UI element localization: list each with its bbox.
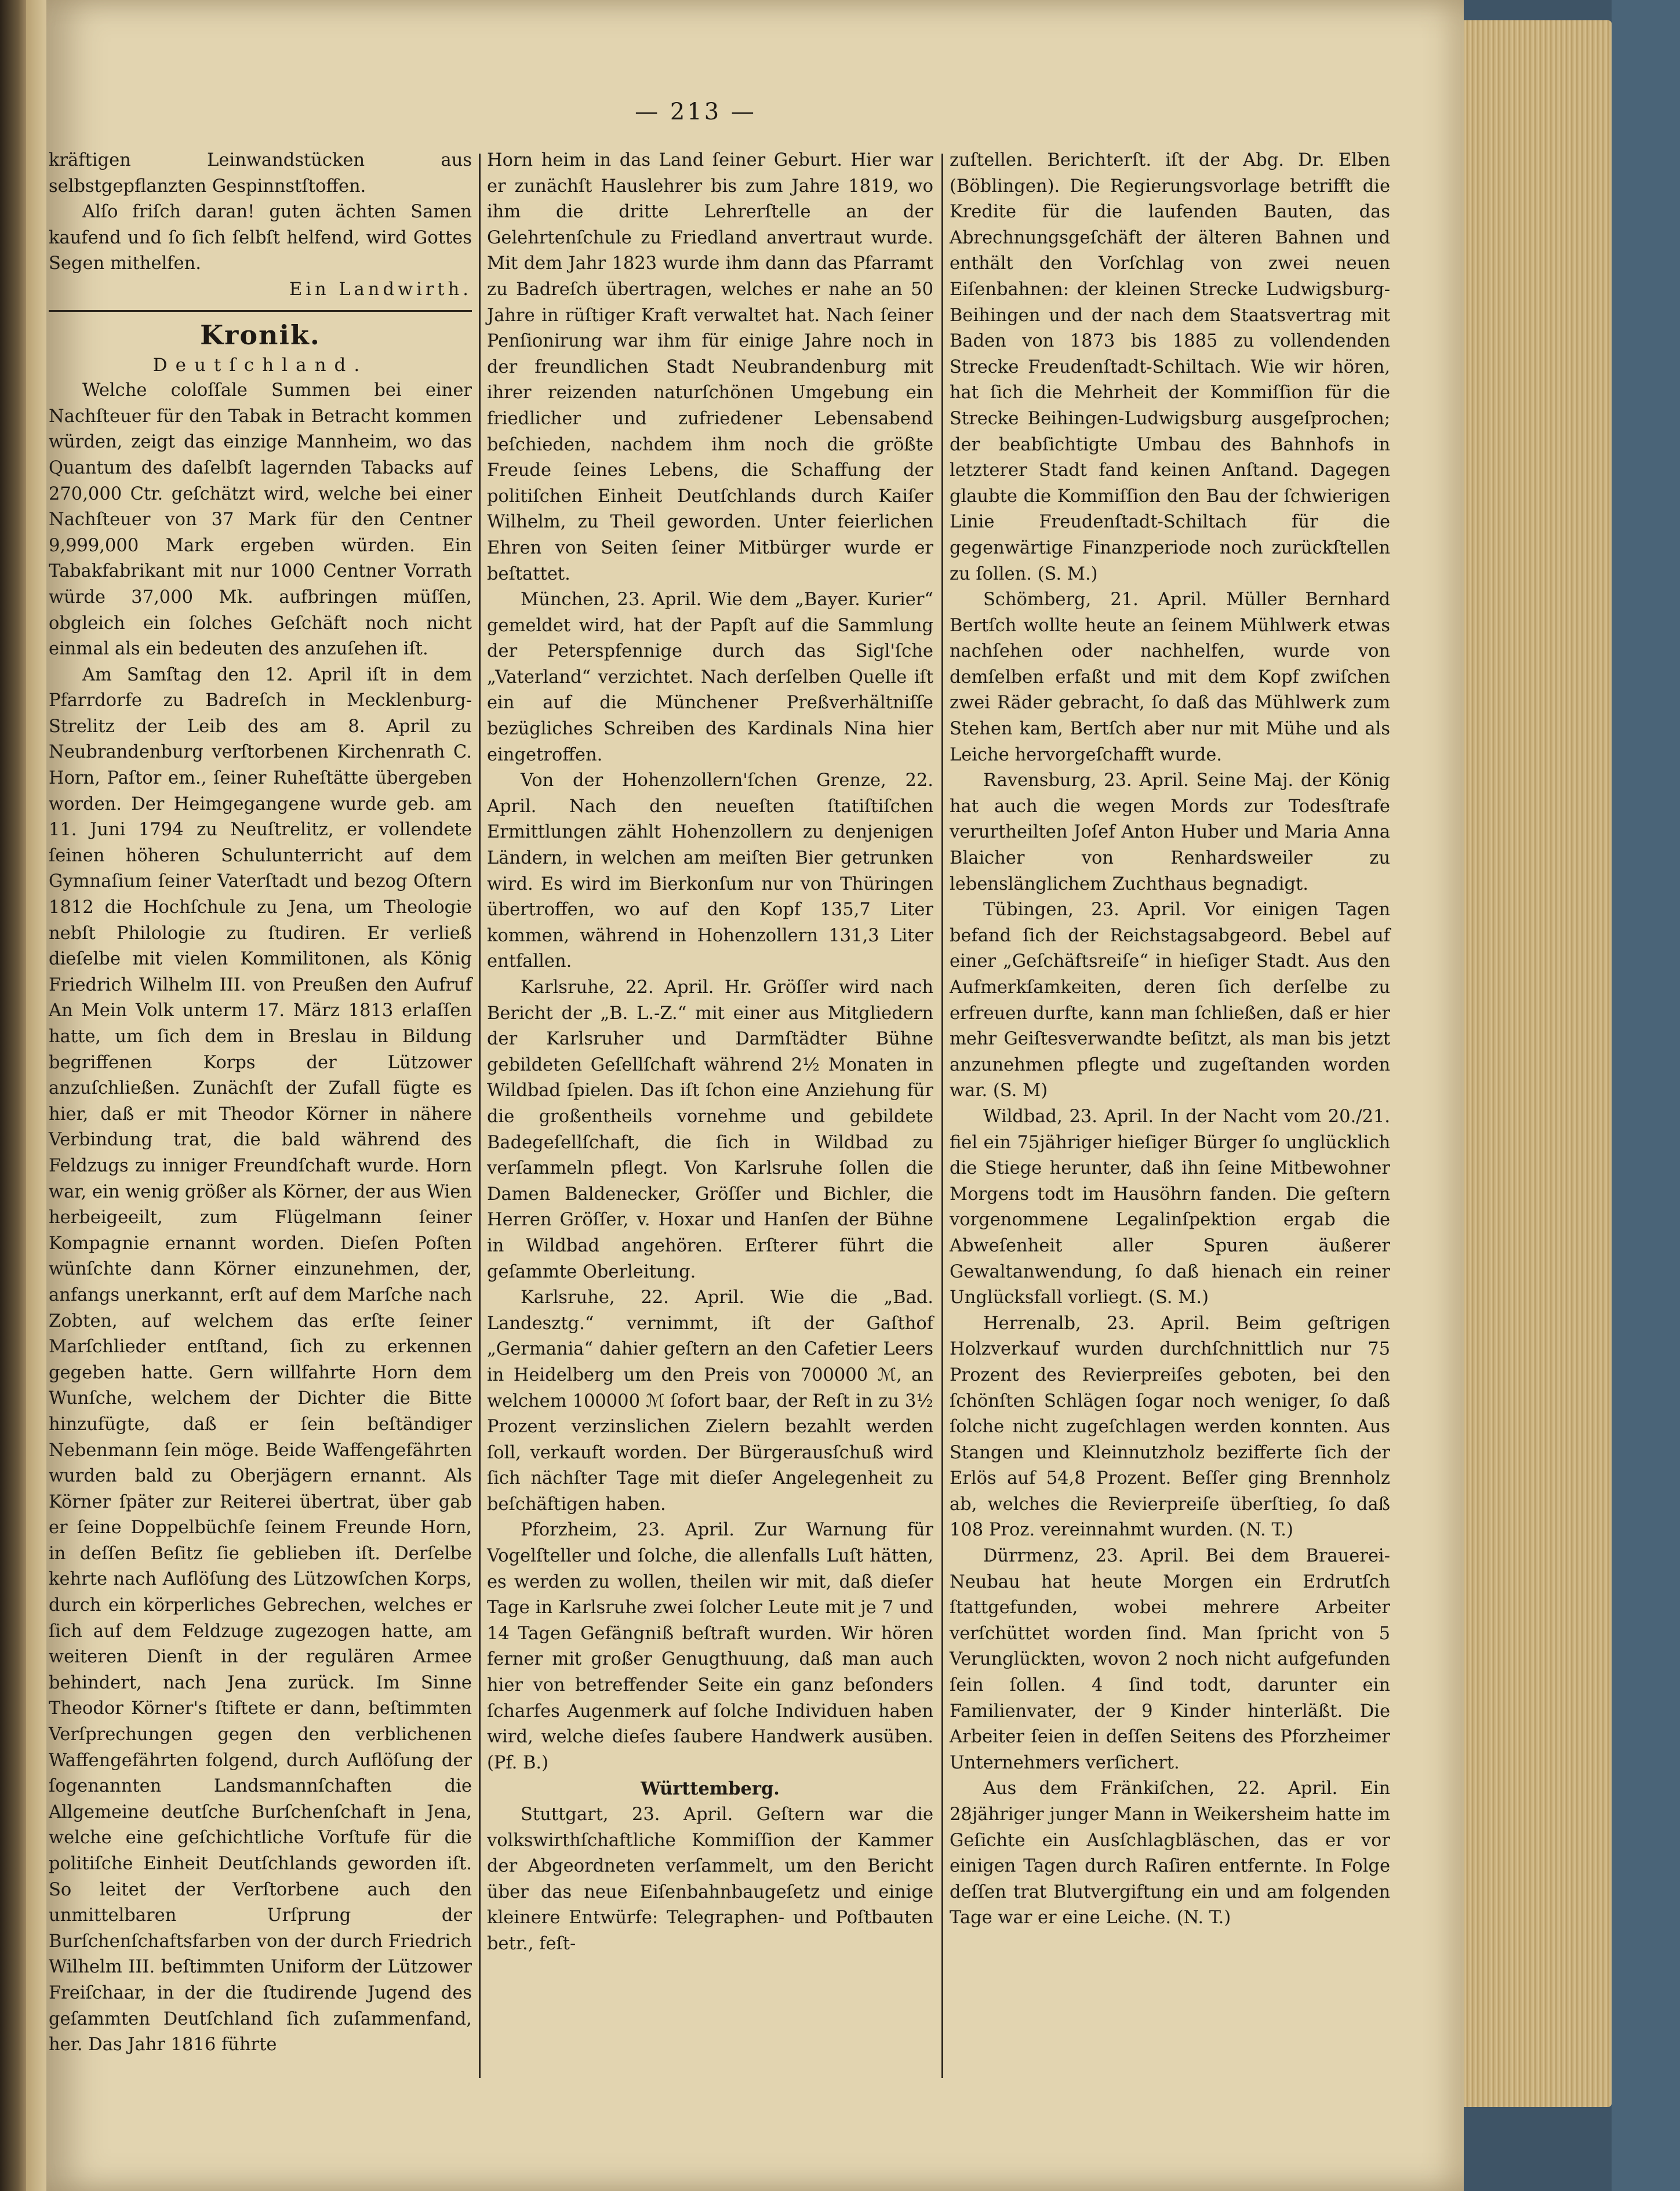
article-text: Schömberg, 21. April. Müller Bernhard Bertſch wollte heute an ſeinem Mühlwerk etwas nachſehen oder nachhelfen, wurde von demſelben erfaßt und mit dem Kopf zwiſchen zwei Räder gebracht, ſo daß das Mühlwerk zum Stehen kam, Bertſch aber nur mit Mühe und als Leiche hervorgeſchafft wurde. [950,589,1390,765]
article-text: Von der Hohenzollern'ſchen Grenze, 22. April. Nach den neueſten ſtatiſtiſchen Ermittlungen zählt Hohenzollern zu denjenigen Ländern, in welchen am meiſten Bier getrunken wird. Es wird im Bierkonſum nur von Thüringen übertroffen, wo auf den Kopf 135,7 Liter kommen, während in Hohenzollern 131,3 Liter entfallen. [487,770,933,972]
book-cover-cloth [1612,0,1680,2191]
article-signature: Ein Landwirth. [289,279,472,300]
article-text: Tübingen, 23. April. Vor einigen Tagen befand ſich der Reichstagsabgeord. Bebel auf einer „Geſchäftsreiſe“ in hieſiger Stadt. Aus den Aufmerkſamkeiten, deren ſich derſelbe zu erfreuen durfte, kann man ſchließen, daß er hier mehr Geiſtesverwandte beſitzt, als man bis jetzt anzunehmen pflegte und zugeſtanden worden war. (S. M) [950,900,1390,1101]
column-3 [950,148,1390,1931]
section-divider [49,310,472,312]
article-text: Alſo friſch daran! guten ächten Samen kaufend und ſo ſich ſelbſt helfend, wird Gottes Segen mithelfen. [49,202,472,274]
article-text: Am Samſtag den 12. April iſt in dem Pfarrdorfe zu Badreſch in Mecklenburg-Strelitz der Leib des am 8. April zu Neubrandenburg verſtorbenen Kirchenrath C. Horn, Paſtor em., ſeiner Ruheſtätte übergeben worden. Der Heimgegangene wurde geb. am 11. Juni 1794 zu Neuſtrelitz, er vollendete ſeinen höheren Schulunterricht auf dem Gymnaſium ſeiner Vaterſtadt und bezog Oſtern 1812 die Hochſchule zu Jena, um Theologie nebſt Philologie zu ſtudiren. Er verließ dieſelbe mit vielen Kommilitonen, als König Friedrich Wilhelm III. von Preußen den Aufruf An Mein Volk unterm 17. März 1813 erlaſſen hatte, um ſich dem in Breslau in Bildung begriffenen Korps der Lützower anzuſchließen. Zunächſt der Zufall fügte es hier, daß er mit Theodor Körner in nähere Verbindung trat, die bald während des Feldzugs zu inniger Freundſchaft wurde. Horn war, ein wenig größer als Körner, der aus Wien herbeigeeilt, zum Flügelmann ſeiner Kompagnie ernannt worden. Dieſen Poſten wünſchte dann Körner einzunehmen, der, anfangs unerkannt, erſt auf dem Marſche nach Zobten, auf welchem das erſte ſeiner Marſchlieder entſtand, ſich zu erkennen gegeben hatte. Gern willfahrte Horn dem Wunſche, welchem der Dichter die Bitte hinzufügte, daß er ſein beſtändiger Nebenmann ſein möge. Beide Waffengefährten wurden bald zu Oberjägern ernannt. Als Körner ſpäter zur Reiterei übertrat, über gab er ſeine Doppelbüchſe ſeinem Freunde Horn, in deſſen Beſitz ſie geblieben iſt. Derſelbe kehrte nach Auflöſung des Lützowſchen Korps, durch ein körperliches Gebrechen, welches er ſich auf dem Feldzuge zugezogen hatte, am weiteren Dienſt in der regulären Armee behindert, nach Jena zurück. Im Sinne Theodor Körner's ſtiftete er dann, beſtimmten Verſprechungen gegen den verblichenen Waffengefährten folgend, durch Auflöſung der ſogenannten Landsmannſchaften die Allgemeine deutſche Burſchenſchaft in Jena, welche eine geſchichtliche Vorſtufe für die politiſche Einheit Deutſchlands geworden iſt. So leitet der Verſtorbene auch den unmittelbaren Urſprung der Burſchenſchaftsfarben von der durch Friedrich Wilhelm III. beſtimmten Uniform der Lützower Freiſchaar, in der die ſtudirende Jugend des geſammten Deutſchland ſich zuſammenfand, her. Das Jahr 1816 führte [49,664,472,2055]
article-text: Pforzheim, 23. April. Zur Warnung für Vogelſteller und ſolche, die allenfalls Luſt hätten, es werden zu wollen, theilen wir mit, daß dieſer Tage in Karlsruhe zwei ſolcher Leute mit je 7 und 14 Tagen Gefängniß beſtraft wurden. Wir hören ferner mit großer Genugthuung, daß man auch hier von betreffender Seite ein ganz beſonders ſcharfes Augenmerk auf ſolche Individuen haben wird, welche dieſes ſaubere Handwerk ausüben. (Pf. B.) [487,1520,933,1773]
article-text: Aus dem Fränkiſchen, 22. April. Ein 28jähriger junger Mann in Weikersheim hatte im Geſichte ein Ausſchlagbläschen, das er vor einigen Tagen durch Raſiren entfernte. In Folge deſſen trat Blutvergiftung ein und am folgenden Tage war er eine Leiche. (N. T.) [950,1778,1390,1928]
region-heading: Württemberg. [641,1778,780,1800]
article-text: Ravensburg, 23. April. Seine Maj. der König hat auch die wegen Mords zur Todesſtrafe verurtheilten Joſef Anton Huber und Maria Anna Blaicher von Renhardsweiler zu lebenslänglichem Zuchthaus begnadigt. [950,770,1390,894]
article-text: Stuttgart, 23. April. Geſtern war die volkswirthſchaftliche Kommiſſion der Kammer der Abgeordneten verſammelt, um den Bericht über das neue Eiſenbahnbaugeſetz und einige kleinere Entwürfe: Telegraphen- und Poſtbauten betr., feſt- [487,1804,933,1954]
column-rule-2 [941,154,943,2078]
page-stack-edges [1464,20,1612,2107]
section-title: Kronik. [200,319,321,351]
article-text: Wildbad, 23. April. In der Nacht vom 20./21. fiel ein 75jähriger hieſiger Bürger ſo unglücklich die Stiege herunter, daß ihn ſeine Mitbewohner Morgens todt im Hausöhrn fanden. Die geſtern vorgenommene Legalinſpektion ergab die Abweſenheit aller Spuren äußerer Gewaltanwendung, ſo daß hienach ein reiner Unglücksfall vorliegt. (S. M.) [950,1106,1390,1308]
article-text: Karlsruhe, 22. April. Wie die „Bad. Landesztg.“ vernimmt, iſt der Gaſthof „Germania“ dahier geſtern an den Cafetier Leers in Heidelberg um den Preis von 700000 ℳ, an welchem 100000 ℳ ſofort baar, der Reſt in zu 3½ Prozent verzinslichen Zielern bezahlt werden ſoll, verkauft worden. Der Bürgerausſchuß wird ſich nächſter Tage mit dieſer Angelegenheit zu beſchäftigen haben. [487,1287,933,1515]
column-2 [487,148,933,1957]
article-text: Horn heim in das Land ſeiner Geburt. Hier war er zunächſt Hauslehrer bis zum Jahre 1819, wo ihm die dritte Lehrerſtelle an der Gelehrtenſchule zu Friedland anvertraut wurde. Mit dem Jahr 1823 wurde ihm dann das Pfarramt zu Badreſch übertragen, welches er nahe an 50 Jahre in rüſtiger Kraft verwaltet hat. Nach ſeiner Penſionirung war ihm für einige Jahre noch in der freundlichen Stadt Neubrandenburg mit ihrer reizenden naturſchönen Umgebung ein friedlicher und zufriedener Lebensabend beſchieden, nachdem ihm noch die größte Freude ſeines Lebens, die Schaffung der politiſchen Einheit Deutſchlands durch Kaiſer Wilhelm, zu Theil geworden. Unter feierlichen Ehren von Seiten ſeiner Mitbürger wurde er beſtattet. [487,150,933,584]
article-text: Dürrmenz, 23. April. Bei dem Brauerei-Neubau hat heute Morgen ein Erdrutſch ſtattgefunden, wobei mehrere Arbeiter verſchüttet worden ſind. Man ſpricht von 5 Verunglückten, wovon 2 noch nicht aufgefunden ſein ſollen. 4 ſind todt, darunter ein Familienvater, der 9 Kinder hinterläßt. Die Arbeiter ſeien in deſſen Seitens des Pforzheimer Unternehmers verſichert. [950,1546,1390,1773]
article-text: kräftigen Leinwandstücken aus selbstgepflanzten Gespinnstſtoffen. [49,150,472,196]
page-number: — 213 — [635,99,757,125]
book-binding [0,0,26,2191]
country-heading: Deutſchland. [152,354,368,376]
column-rule-1 [479,154,481,2078]
facing-page-edge [26,0,46,2191]
article-text: Karlsruhe, 22. April. Hr. Gröſſer wird nach Bericht der „B. L.-Z.“ mit einer aus Mitgliedern der Karlsruher und Darmſtädter Bühne gebildeten Geſellſchaft während 2½ Monaten in Wildbad ſpielen. Das iſt ſchon eine Anziehung für die großentheils vornehme und gebildete Badegeſellſchaft, die ſich in Wildbad zu verſammeln pflegt. Von Karlsruhe ſollen die Damen Baldenecker, Gröſſer und Bichler, die Herren Gröſſer, v. Hoxar und Hanſen der Bühne in Wildbad angehören. Erſterer führt die geſammte Oberleitung. [487,977,933,1282]
column-1 [49,148,472,2058]
article-text: zuſtellen. Berichterſt. iſt der Abg. Dr. Elben (Böblingen). Die Regierungsvorlage betrifft die Kredite für die laufenden Bauten, das Abrechnungsgeſchäft der älteren Bahnen und enthält den Vorſchlag von zwei neuen Eiſenbahnen: der kleinen Strecke Ludwigsburg-Beihingen und der nach dem Staatsvertrag mit Baden von 1873 bis 1885 zu vollendenden Strecke Freudenſtadt-Schiltach. Wie wir hören, hat ſich die Mehrheit der Kommiſſion für die Strecke Beihingen-Ludwigsburg ausgeſprochen; der beabſichtigte Umbau des Bahnhofs in letzterer Stadt fand keinen Anſtand. Dagegen glaubte die Kommiſſion den Bau der ſchwierigen Linie Freudenſtadt-Schiltach für die gegenwärtige Finanzperiode noch zurückſtellen zu ſollen. (S. M.) [950,150,1390,584]
article-text: Welche coloſſale Summen bei einer Nachſteuer für den Tabak in Betracht kommen würden, zeigt das einzige Mannheim, wo das Quantum des daſelbſt lagernden Tabacks auf 270,000 Ctr. geſchätzt wird, welche bei einer Nachſteuer von 37 Mark für den Centner 9,999,000 Mark ergeben würden. Ein Tabakfabrikant mit nur 1000 Centner Vorrath würde 37,000 Mk. aufbringen müſſen, obgleich ein ſolches Geſchäft noch nicht einmal als ein bedeuten des anzuſehen iſt. [49,380,472,660]
article-text: Herrenalb, 23. April. Beim geſtrigen Holzverkauf wurden durchſchnittlich nur 75 Prozent des Revierpreiſes geboten, bei den ſchönſten Schlägen ſogar noch weniger, ſo daß ſolche nicht zugeſchlagen werden konnten. Aus Stangen und Kleinnutzholz bezifferte ſich der Erlös auf 54,8 Prozent. Beſſer ging Brennholz ab, welches die Revierpreiſe überſtieg, ſo daß 108 Proz. vereinnahmt wurden. (N. T.) [950,1313,1390,1541]
article-text: München, 23. April. Wie dem „Bayer. Kurier“ gemeldet wird, hat der Papſt auf die Sammlung der Peterspfennige durch das Sigl'ſche „Vaterland“ verzichtet. Nach derſelben Quelle iſt ein auf die Münchener Preßverhältniſſe bezügliches Schreiben des Kardinals Nina hier eingetroffen. [487,589,933,765]
